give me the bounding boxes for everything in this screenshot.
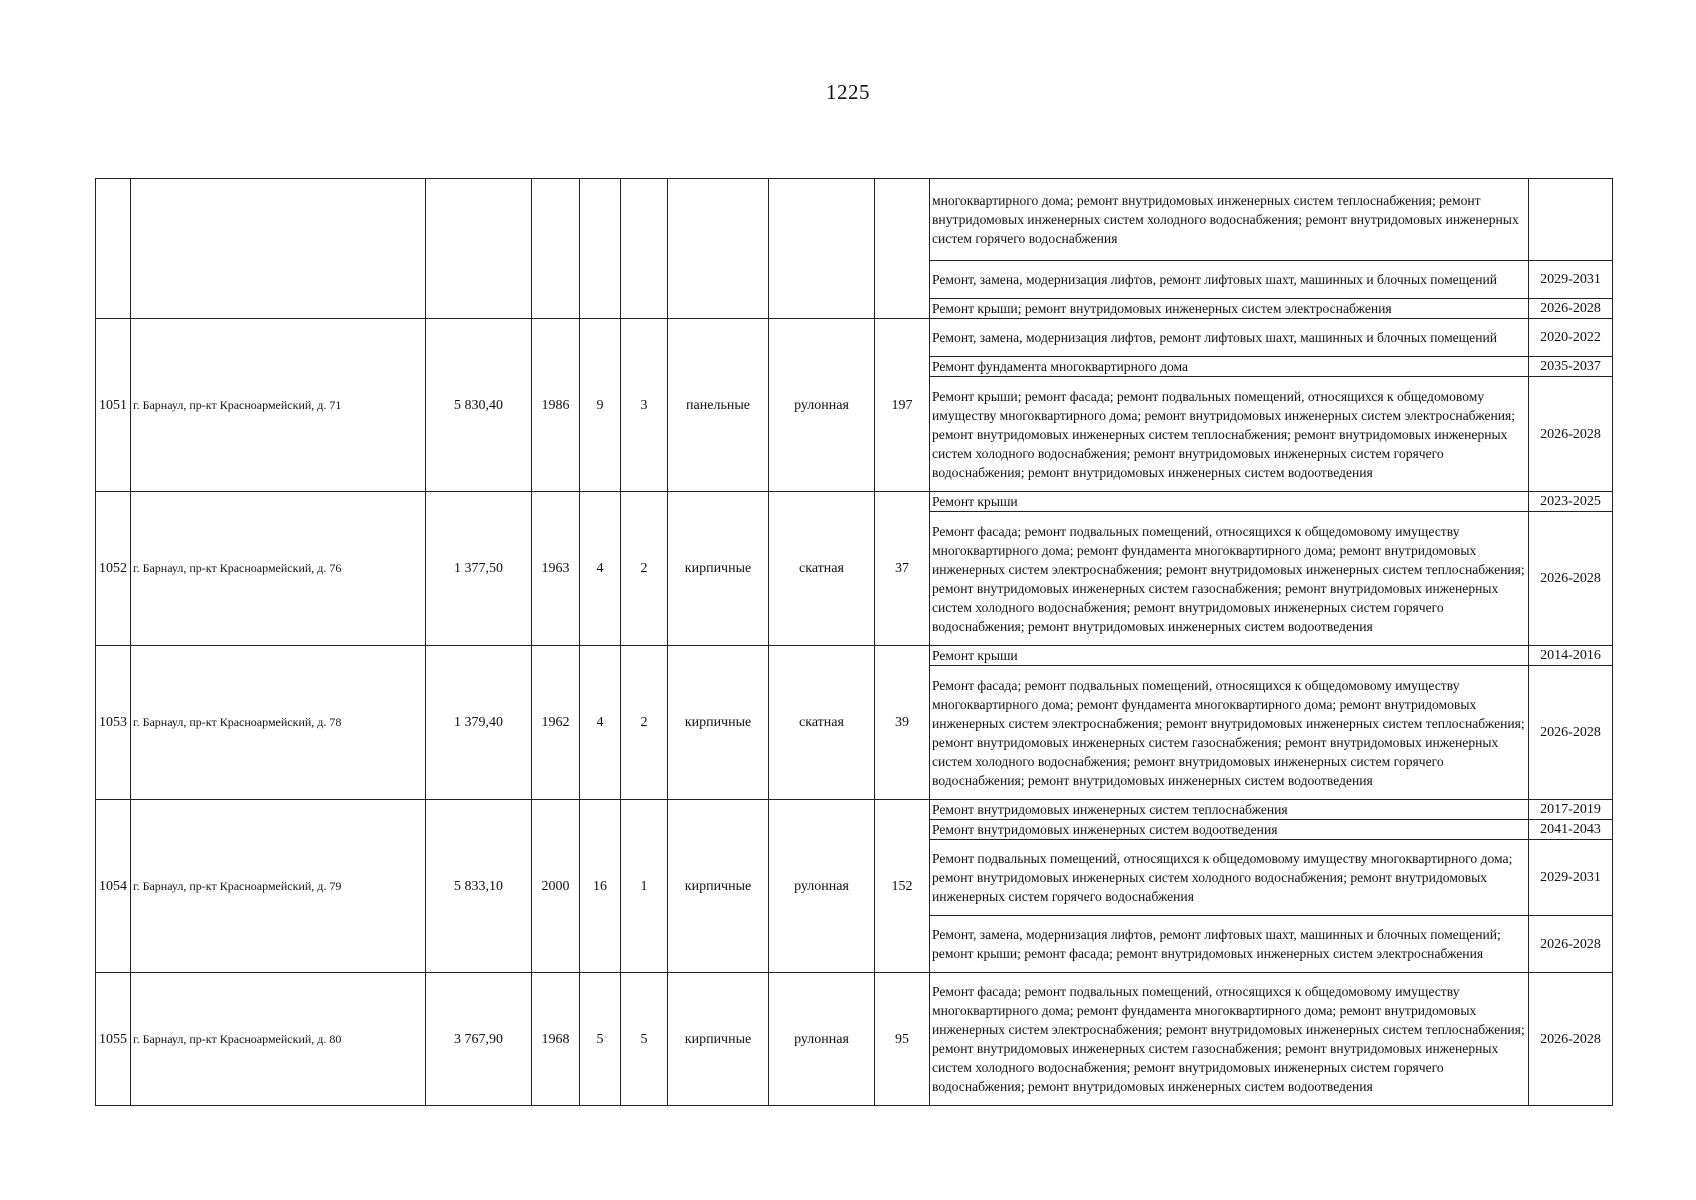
entrances-count: 3 bbox=[621, 319, 668, 492]
cell-empty bbox=[621, 179, 668, 319]
page-number: 1225 bbox=[826, 80, 870, 104]
house-row bbox=[96, 319, 1613, 357]
row-number: 1053 bbox=[96, 646, 131, 800]
house-row bbox=[96, 973, 1613, 1106]
residents-count: 39 bbox=[875, 646, 930, 800]
residents-count: 37 bbox=[875, 492, 930, 646]
wall-material: кирпичные bbox=[668, 973, 769, 1106]
house-area: 5 830,40 bbox=[426, 319, 532, 492]
work-description: Ремонт фундамента многоквартирного дома bbox=[930, 357, 1529, 377]
work-description: Ремонт крыши bbox=[930, 646, 1529, 666]
cell-empty bbox=[131, 179, 426, 319]
work-period: 2026-2028 bbox=[1529, 916, 1613, 973]
work-description: Ремонт внутридомовых инженерных систем водоотведения bbox=[930, 820, 1529, 840]
work-description: Ремонт, замена, модернизация лифтов, ремонт лифтовых шахт, машинных и блочных помещений; ремонт крыши; ремонт фасада; ремонт внутридомовых инженерных систем электроснабжения bbox=[930, 916, 1529, 973]
cell-empty bbox=[668, 179, 769, 319]
cell-empty bbox=[426, 179, 532, 319]
work-description: Ремонт фасада; ремонт подвальных помещений, относящихся к общедомовому имуществу многоквартирного дома; ремонт фундамента многоквартирного дома; ремонт внутридомовых инженерных систем электроснабжения; ремонт внутридомовых инженерных систем теплоснабжения; ремонт внутридомовых инженерных систем газоснабжения; ремонт внутридомовых инженерных систем холодного водоснабжения; ремонт внутридомовых инженерных систем горячего водоснабжения; ремонт внутридомовых инженерных систем водоотведения bbox=[930, 666, 1529, 800]
wall-material: кирпичные bbox=[668, 800, 769, 973]
work-period: 2026-2028 bbox=[1529, 299, 1613, 319]
house-address: г. Барнаул, пр-кт Красноармейский, д. 78 bbox=[131, 646, 426, 800]
work-period: 2026-2028 bbox=[1529, 512, 1613, 646]
wall-material: панельные bbox=[668, 319, 769, 492]
house-area: 1 379,40 bbox=[426, 646, 532, 800]
work-period: 2026-2028 bbox=[1529, 666, 1613, 800]
work-period: 2020-2022 bbox=[1529, 319, 1613, 357]
build-year: 1962 bbox=[532, 646, 580, 800]
work-period: 2029-2031 bbox=[1529, 840, 1613, 916]
residents-count: 152 bbox=[875, 800, 930, 973]
cell-empty bbox=[769, 179, 875, 319]
cell-empty bbox=[532, 179, 580, 319]
residents-count: 95 bbox=[875, 973, 930, 1106]
floors-count: 16 bbox=[580, 800, 621, 973]
work-period: 2023-2025 bbox=[1529, 492, 1613, 512]
residents-count: 197 bbox=[875, 319, 930, 492]
work-period: 2041-2043 bbox=[1529, 820, 1613, 840]
house-area: 5 833,10 bbox=[426, 800, 532, 973]
work-description: многоквартирного дома; ремонт внутридомовых инженерных систем теплоснабжения; ремонт внутридомовых инженерных систем холодного водоснабжения; ремонт внутридомовых инженерных систем горячего водоснабжения bbox=[930, 179, 1529, 261]
cell-empty bbox=[875, 179, 930, 319]
build-year: 1968 bbox=[532, 973, 580, 1106]
roof-type: рулонная bbox=[769, 800, 875, 973]
work-description: Ремонт, замена, модернизация лифтов, ремонт лифтовых шахт, машинных и блочных помещений bbox=[930, 261, 1529, 299]
work-description: Ремонт, замена, модернизация лифтов, ремонт лифтовых шахт, машинных и блочных помещений bbox=[930, 319, 1529, 357]
house-row bbox=[96, 492, 1613, 512]
floors-count: 5 bbox=[580, 973, 621, 1106]
house-address: г. Барнаул, пр-кт Красноармейский, д. 79 bbox=[131, 800, 426, 973]
house-address: г. Барнаул, пр-кт Красноармейский, д. 80 bbox=[131, 973, 426, 1106]
work-description: Ремонт подвальных помещений, относящихся к общедомовому имуществу многоквартирного дома; ремонт внутридомовых инженерных систем холодного водоснабжения; ремонт внутридомовых инженерных систем горячего водоснабжения bbox=[930, 840, 1529, 916]
work-period: 2029-2031 bbox=[1529, 261, 1613, 299]
floors-count: 4 bbox=[580, 646, 621, 800]
build-year: 1986 bbox=[532, 319, 580, 492]
work-period: 2017-2019 bbox=[1529, 800, 1613, 820]
floors-count: 9 bbox=[580, 319, 621, 492]
house-area: 3 767,90 bbox=[426, 973, 532, 1106]
capital-repair-table bbox=[95, 178, 1613, 1106]
work-description: Ремонт фасада; ремонт подвальных помещений, относящихся к общедомовому имуществу многоквартирного дома; ремонт фундамента многоквартирного дома; ремонт внутридомовых инженерных систем электроснабжения; ремонт внутридомовых инженерных систем теплоснабжения; ремонт внутридомовых инженерных систем газоснабжения; ремонт внутридомовых инженерных систем холодного водоснабжения; ремонт внутридомовых инженерных систем горячего водоснабжения; ремонт внутридомовых инженерных систем водоотведения bbox=[930, 512, 1529, 646]
entrances-count: 2 bbox=[621, 492, 668, 646]
work-period: 2026-2028 bbox=[1529, 377, 1613, 492]
house-address: г. Барнаул, пр-кт Красноармейский, д. 71 bbox=[131, 319, 426, 492]
work-description: Ремонт крыши bbox=[930, 492, 1529, 512]
wall-material: кирпичные bbox=[668, 492, 769, 646]
wall-material: кирпичные bbox=[668, 646, 769, 800]
work-period bbox=[1529, 179, 1613, 261]
work-description: Ремонт внутридомовых инженерных систем теплоснабжения bbox=[930, 800, 1529, 820]
continuation-row bbox=[96, 179, 1613, 261]
row-number: 1051 bbox=[96, 319, 131, 492]
work-period: 2035-2037 bbox=[1529, 357, 1613, 377]
work-period: 2014-2016 bbox=[1529, 646, 1613, 666]
roof-type: рулонная bbox=[769, 319, 875, 492]
house-area: 1 377,50 bbox=[426, 492, 532, 646]
work-description: Ремонт крыши; ремонт фасада; ремонт подвальных помещений, относящихся к общедомовому имуществу многоквартирного дома; ремонт внутридомовых инженерных систем электроснабжения; ремонт внутридомовых инженерных систем теплоснабжения; ремонт внутридомовых инженерных систем холодного водоснабжения; ремонт внутридомовых инженерных систем горячего водоснабжения; ремонт внутридомовых инженерных систем водоотведения bbox=[930, 377, 1529, 492]
house-row bbox=[96, 646, 1613, 666]
row-number: 1055 bbox=[96, 973, 131, 1106]
floors-count: 4 bbox=[580, 492, 621, 646]
entrances-count: 1 bbox=[621, 800, 668, 973]
row-number: 1054 bbox=[96, 800, 131, 973]
entrances-count: 2 bbox=[621, 646, 668, 800]
row-number: 1052 bbox=[96, 492, 131, 646]
work-description: Ремонт фасада; ремонт подвальных помещений, относящихся к общедомовому имуществу многоквартирного дома; ремонт фундамента многоквартирного дома; ремонт внутридомовых инженерных систем электроснабжения; ремонт внутридомовых инженерных систем теплоснабжения; ремонт внутридомовых инженерных систем газоснабжения; ремонт внутридомовых инженерных систем холодного водоснабжения; ремонт внутридомовых инженерных систем горячего водоснабжения; ремонт внутридомовых инженерных систем водоотведения bbox=[930, 973, 1529, 1106]
roof-type: скатная bbox=[769, 492, 875, 646]
roof-type: скатная bbox=[769, 646, 875, 800]
cell-empty bbox=[580, 179, 621, 319]
work-description: Ремонт крыши; ремонт внутридомовых инженерных систем электроснабжения bbox=[930, 299, 1529, 319]
entrances-count: 5 bbox=[621, 973, 668, 1106]
house-address: г. Барнаул, пр-кт Красноармейский, д. 76 bbox=[131, 492, 426, 646]
capital-repair-table-container bbox=[95, 178, 1612, 1106]
build-year: 1963 bbox=[532, 492, 580, 646]
cell-empty bbox=[96, 179, 131, 319]
work-period: 2026-2028 bbox=[1529, 973, 1613, 1106]
house-row bbox=[96, 800, 1613, 820]
build-year: 2000 bbox=[532, 800, 580, 973]
roof-type: рулонная bbox=[769, 973, 875, 1106]
